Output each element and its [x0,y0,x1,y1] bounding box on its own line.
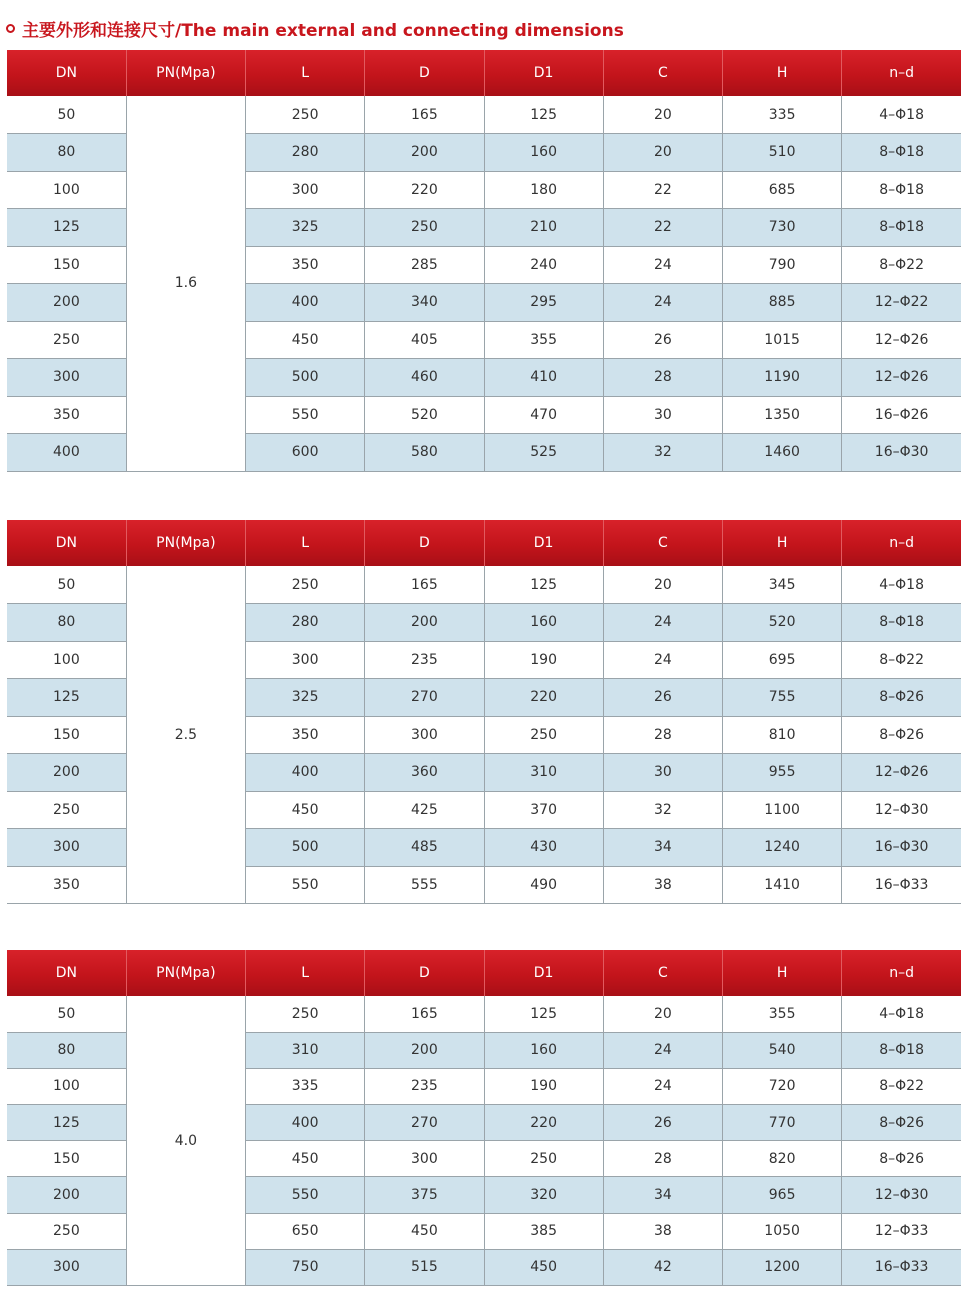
cell-l: 400 [246,1105,365,1141]
cell-h: 540 [723,1032,842,1068]
cell-dn: 400 [7,434,126,472]
cell-c: 24 [603,1068,722,1104]
cell-h: 1190 [723,359,842,397]
cell-c: 24 [603,246,722,284]
cell-h: 1240 [723,829,842,867]
cell-h: 1015 [723,321,842,359]
cell-n-d: 8–Φ26 [842,1141,961,1177]
cell-pn: 4.0 [126,996,245,1286]
cell-c: 42 [603,1249,722,1285]
cell-d: 460 [365,359,484,397]
cell-h: 1050 [723,1213,842,1249]
cell-c: 26 [603,321,722,359]
cell-d1: 250 [484,1141,603,1177]
column-header-d1: D1 [484,950,603,996]
column-header-d1: D1 [484,50,603,96]
cell-c: 26 [603,1105,722,1141]
cell-c: 24 [603,284,722,322]
cell-d1: 160 [484,1032,603,1068]
cell-dn: 350 [7,396,126,434]
cell-c: 30 [603,754,722,792]
cell-d1: 190 [484,1068,603,1104]
cell-h: 790 [723,246,842,284]
cell-dn: 80 [7,1032,126,1068]
cell-n-d: 8–Φ22 [842,1068,961,1104]
cell-l: 250 [246,96,365,134]
cell-l: 280 [246,604,365,642]
cell-l: 450 [246,791,365,829]
cell-d: 360 [365,754,484,792]
cell-dn: 80 [7,134,126,172]
cell-d1: 160 [484,604,603,642]
cell-dn: 125 [7,679,126,717]
cell-d: 450 [365,1213,484,1249]
cell-h: 965 [723,1177,842,1213]
cell-d1: 310 [484,754,603,792]
cell-n-d: 8–Φ18 [842,171,961,209]
cell-l: 325 [246,679,365,717]
cell-dn: 350 [7,866,126,904]
cell-c: 26 [603,679,722,717]
cell-dn: 300 [7,359,126,397]
cell-dn: 200 [7,284,126,322]
cell-n-d: 8–Φ22 [842,246,961,284]
cell-d1: 210 [484,209,603,247]
cell-c: 34 [603,1177,722,1213]
cell-d1: 220 [484,679,603,717]
cell-n-d: 12–Φ26 [842,321,961,359]
cell-c: 28 [603,359,722,397]
cell-c: 38 [603,1213,722,1249]
cell-l: 500 [246,829,365,867]
cell-d1: 490 [484,866,603,904]
cell-dn: 250 [7,791,126,829]
cell-n-d: 12–Φ26 [842,359,961,397]
cell-n-d: 16–Φ26 [842,396,961,434]
cell-d: 220 [365,171,484,209]
cell-h: 1100 [723,791,842,829]
column-header-l: L [246,50,365,96]
column-header-c: C [603,520,722,566]
cell-d: 375 [365,1177,484,1213]
cell-n-d: 12–Φ33 [842,1213,961,1249]
cell-c: 28 [603,1141,722,1177]
cell-d: 300 [365,1141,484,1177]
cell-h: 1460 [723,434,842,472]
cell-pn: 1.6 [126,96,245,471]
cell-d: 520 [365,396,484,434]
cell-d: 580 [365,434,484,472]
cell-d1: 220 [484,1105,603,1141]
column-header-h: H [723,520,842,566]
cell-d1: 525 [484,434,603,472]
column-header-dn: DN [7,520,126,566]
cell-d1: 430 [484,829,603,867]
cell-c: 30 [603,396,722,434]
cell-d: 165 [365,566,484,604]
cell-d1: 240 [484,246,603,284]
column-header-d1: D1 [484,520,603,566]
cell-dn: 200 [7,1177,126,1213]
cell-l: 335 [246,1068,365,1104]
cell-d: 270 [365,1105,484,1141]
dimension-table-pn-2-5 [7,520,961,904]
cell-c: 20 [603,996,722,1032]
cell-d: 250 [365,209,484,247]
cell-l: 550 [246,866,365,904]
column-header-l: L [246,950,365,996]
cell-dn: 50 [7,566,126,604]
table-row [7,96,961,134]
cell-c: 22 [603,171,722,209]
cell-pn: 2.5 [126,566,245,904]
cell-d1: 180 [484,171,603,209]
cell-c: 22 [603,209,722,247]
cell-d1: 370 [484,791,603,829]
cell-c: 24 [603,1032,722,1068]
cell-d1: 250 [484,716,603,754]
cell-l: 550 [246,396,365,434]
column-header-d: D [365,520,484,566]
cell-n-d: 8–Φ26 [842,679,961,717]
circle-bullet-icon [6,24,15,33]
cell-dn: 200 [7,754,126,792]
cell-h: 1410 [723,866,842,904]
cell-dn: 250 [7,1213,126,1249]
cell-h: 1350 [723,396,842,434]
cell-h: 510 [723,134,842,172]
cell-h: 520 [723,604,842,642]
cell-dn: 300 [7,1249,126,1285]
cell-d: 200 [365,1032,484,1068]
dimension-table-pn-1-6 [7,50,961,472]
cell-n-d: 4–Φ18 [842,996,961,1032]
cell-c: 20 [603,566,722,604]
cell-d: 235 [365,641,484,679]
cell-l: 450 [246,321,365,359]
cell-n-d: 8–Φ26 [842,1105,961,1141]
cell-c: 28 [603,716,722,754]
cell-n-d: 12–Φ22 [842,284,961,322]
cell-c: 34 [603,829,722,867]
column-header-n-d: n–d [842,50,961,96]
column-header-pn: PN(Mpa) [126,50,245,96]
cell-d: 235 [365,1068,484,1104]
column-header-d: D [365,50,484,96]
cell-n-d: 8–Φ18 [842,604,961,642]
cell-h: 885 [723,284,842,322]
column-header-dn: DN [7,950,126,996]
cell-dn: 50 [7,996,126,1032]
cell-dn: 125 [7,1105,126,1141]
cell-d1: 450 [484,1249,603,1285]
cell-h: 730 [723,209,842,247]
cell-c: 32 [603,434,722,472]
cell-l: 310 [246,1032,365,1068]
cell-dn: 125 [7,209,126,247]
column-header-l: L [246,520,365,566]
column-header-n-d: n–d [842,950,961,996]
cell-l: 600 [246,434,365,472]
cell-n-d: 16–Φ30 [842,829,961,867]
cell-h: 770 [723,1105,842,1141]
cell-d1: 160 [484,134,603,172]
cell-h: 345 [723,566,842,604]
cell-h: 810 [723,716,842,754]
column-header-c: C [603,950,722,996]
cell-d: 300 [365,716,484,754]
table-row [7,566,961,604]
cell-d1: 320 [484,1177,603,1213]
cell-d: 165 [365,996,484,1032]
cell-c: 20 [603,134,722,172]
cell-d1: 125 [484,566,603,604]
cell-c: 20 [603,96,722,134]
cell-h: 755 [723,679,842,717]
cell-d: 405 [365,321,484,359]
cell-l: 325 [246,209,365,247]
cell-l: 350 [246,246,365,284]
cell-n-d: 8–Φ18 [842,1032,961,1068]
cell-c: 32 [603,791,722,829]
column-header-pn: PN(Mpa) [126,520,245,566]
cell-l: 450 [246,1141,365,1177]
cell-d1: 190 [484,641,603,679]
page-title-text: 主要外形和连接尺寸/The main external and connecting dimensions [22,20,624,41]
cell-d: 165 [365,96,484,134]
cell-dn: 100 [7,171,126,209]
cell-n-d: 12–Φ30 [842,791,961,829]
cell-d: 425 [365,791,484,829]
cell-h: 355 [723,996,842,1032]
cell-l: 300 [246,641,365,679]
cell-dn: 50 [7,96,126,134]
cell-l: 400 [246,754,365,792]
cell-h: 695 [723,641,842,679]
column-header-h: H [723,950,842,996]
cell-n-d: 12–Φ26 [842,754,961,792]
cell-n-d: 8–Φ18 [842,209,961,247]
cell-d: 200 [365,134,484,172]
cell-d: 270 [365,679,484,717]
cell-n-d: 8–Φ18 [842,134,961,172]
cell-d1: 385 [484,1213,603,1249]
cell-dn: 300 [7,829,126,867]
dimension-table-pn-4-0 [7,950,961,1286]
cell-l: 250 [246,566,365,604]
cell-d: 285 [365,246,484,284]
cell-d1: 355 [484,321,603,359]
cell-h: 955 [723,754,842,792]
cell-c: 38 [603,866,722,904]
column-header-d: D [365,950,484,996]
cell-d1: 470 [484,396,603,434]
column-header-h: H [723,50,842,96]
cell-d1: 125 [484,996,603,1032]
cell-l: 280 [246,134,365,172]
cell-d1: 410 [484,359,603,397]
cell-l: 400 [246,284,365,322]
cell-dn: 250 [7,321,126,359]
cell-n-d: 8–Φ26 [842,716,961,754]
table-row [7,996,961,1032]
cell-n-d: 16–Φ33 [842,1249,961,1285]
table-header-row [7,950,961,996]
cell-dn: 150 [7,1141,126,1177]
cell-l: 650 [246,1213,365,1249]
cell-dn: 100 [7,641,126,679]
cell-n-d: 12–Φ30 [842,1177,961,1213]
cell-l: 750 [246,1249,365,1285]
cell-h: 1200 [723,1249,842,1285]
column-header-dn: DN [7,50,126,96]
cell-n-d: 16–Φ33 [842,866,961,904]
cell-dn: 150 [7,246,126,284]
cell-d: 340 [365,284,484,322]
cell-l: 250 [246,996,365,1032]
table-header-row [7,50,961,96]
table-header-row [7,520,961,566]
column-header-c: C [603,50,722,96]
cell-l: 350 [246,716,365,754]
cell-d: 555 [365,866,484,904]
cell-n-d: 8–Φ22 [842,641,961,679]
cell-d1: 125 [484,96,603,134]
cell-n-d: 16–Φ30 [842,434,961,472]
cell-h: 685 [723,171,842,209]
cell-d1: 295 [484,284,603,322]
cell-d: 515 [365,1249,484,1285]
cell-dn: 150 [7,716,126,754]
cell-n-d: 4–Φ18 [842,96,961,134]
cell-n-d: 4–Φ18 [842,566,961,604]
cell-dn: 80 [7,604,126,642]
cell-dn: 100 [7,1068,126,1104]
cell-h: 720 [723,1068,842,1104]
cell-h: 820 [723,1141,842,1177]
page-title [6,14,624,42]
cell-l: 500 [246,359,365,397]
column-header-n-d: n–d [842,520,961,566]
cell-d: 485 [365,829,484,867]
cell-l: 550 [246,1177,365,1213]
cell-c: 24 [603,641,722,679]
cell-d: 200 [365,604,484,642]
cell-h: 335 [723,96,842,134]
cell-c: 24 [603,604,722,642]
column-header-pn: PN(Mpa) [126,950,245,996]
cell-l: 300 [246,171,365,209]
